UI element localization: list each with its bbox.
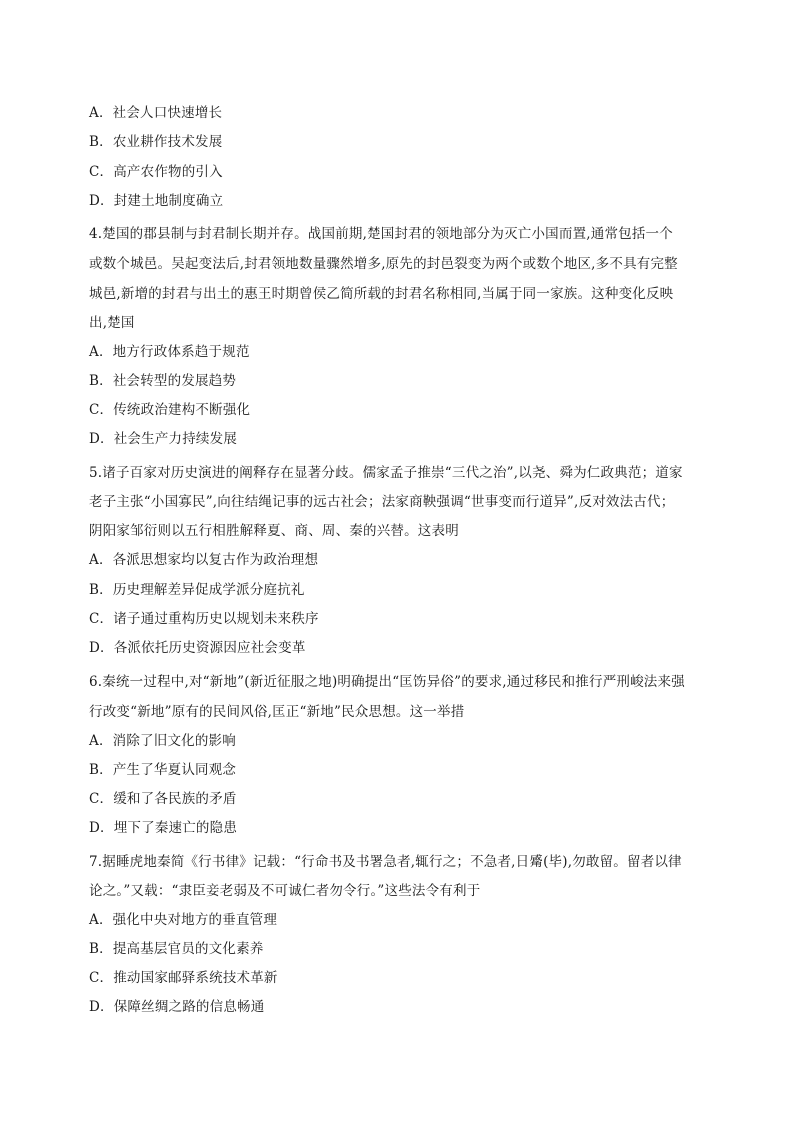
- q5-option-a: A．各派思想家均以复古作为政治理想: [89, 552, 319, 568]
- q6-option-b: B．产生了华夏认同观念: [89, 762, 237, 778]
- q3-option-a: A．社会人口快速增长: [89, 105, 223, 121]
- q7-stem-line-2: 论之。”又载：“隶臣妾老弱及不可诚仁者勿令行。”这些法令有利于: [89, 883, 481, 899]
- q3-option-b: B．农业耕作技术发展: [89, 134, 223, 150]
- q4-option-d: D．社会生产力持续发展: [89, 431, 238, 447]
- q7-option-a: A．强化中央对地方的垂直管理: [89, 912, 278, 928]
- q6-stem-line-2: 行改变“新地”原有的民间风俗,匡正“新地”民众思想。这一举措: [89, 704, 465, 720]
- q5-option-b: B．历史理解差异促成学派分庭抗礼: [89, 582, 305, 598]
- q5-option-d: D．各派依托历史资源因应社会变革: [89, 640, 306, 656]
- q6-option-a: A．消除了旧文化的影响: [89, 733, 236, 749]
- q4-option-b: B．社会转型的发展趋势: [89, 373, 237, 389]
- q4-stem-line-2: 或数个城邑。吴起变法后,封君领地数量骤然增多,原先的封邑裂变为两个或数个地区,多不具有完整: [89, 256, 678, 272]
- q5-stem-line-2: 老子主张“小国寡民”,向往结绳记事的远古社会；法家商鞅强调“世事变而行道异”,反对效法古代；: [89, 494, 675, 510]
- q4-stem-line-4: 出,楚国: [89, 315, 135, 331]
- q7-stem-line-1: 7.据睡虎地秦简《行书律》记载：“行命书及书署急者,辄行之；不急者,日觱(毕),勿敢留。留者以律: [89, 854, 682, 870]
- q5-stem-line-1: 5.诸子百家对历史演进的阐释存在显著分歧。儒家孟子推崇“三代之治”,以尧、舜为仁政典范；道家: [89, 465, 683, 481]
- q4-option-c: C．传统政治建构不断强化: [89, 402, 251, 418]
- q5-option-c: C．诸子通过重构历史以规划未来秩序: [89, 611, 319, 627]
- q6-stem-line-1: 6.秦统一过程中,对“新地”(新近征服之地)明确提出“匡饬异俗”的要求,通过移民和推行严刑峻法来强: [89, 674, 685, 690]
- q6-option-d: D．埋下了秦速亡的隐患: [89, 820, 238, 836]
- q7-option-d: D．保障丝绸之路的信息畅通: [89, 999, 265, 1015]
- q4-stem-line-3: 城邑,新增的封君与出土的惠王时期曾侯乙简所载的封君名称相同,当属于同一家族。这种变化反映: [89, 286, 674, 302]
- q5-stem-line-3: 阴阳家邹衍则以五行相胜解释夏、商、周、秦的兴替。这表明: [89, 523, 459, 539]
- q6-option-c: C．缓和了各民族的矛盾: [89, 791, 237, 807]
- q4-option-a: A．地方行政体系趋于规范: [89, 344, 250, 360]
- q3-option-c: C．高产农作物的引入: [89, 164, 223, 180]
- q7-option-b: B．提高基层官员的文化素养: [89, 941, 264, 957]
- q7-option-c: C．推动国家邮驿系统技术革新: [89, 970, 278, 986]
- q3-option-d: D．封建土地制度确立: [89, 193, 224, 209]
- q4-stem-line-1: 4.楚国的郡县制与封君制长期并存。战国前期,楚国封君的领地部分为灭亡小国而置,通常包括一个: [89, 226, 673, 242]
